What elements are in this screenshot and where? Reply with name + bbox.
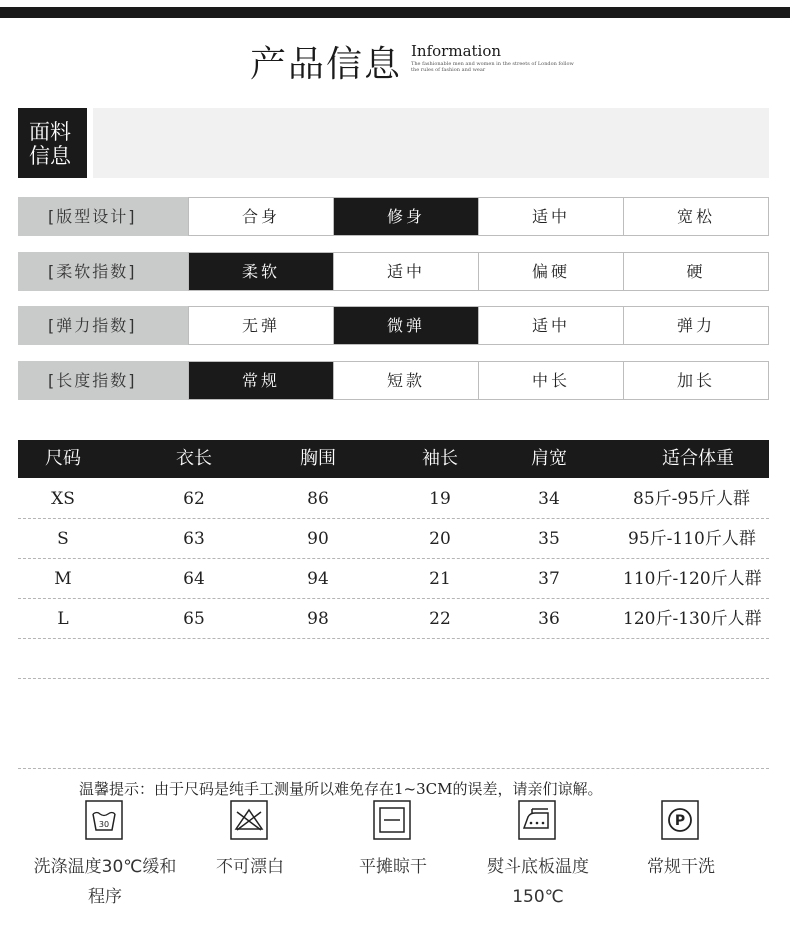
table-row <box>18 479 769 519</box>
table-cell: 86 <box>307 489 329 509</box>
attribute-row-elasticity <box>18 306 769 345</box>
attribute-options <box>188 361 769 400</box>
attribute-option: 硬 <box>623 253 768 290</box>
attribute-option: 加长 <box>623 362 768 399</box>
attribute-option: 无弹 <box>241 316 280 335</box>
divider <box>18 768 769 769</box>
table-cell: 98 <box>307 609 329 629</box>
table-cell: 62 <box>183 489 205 509</box>
attribute-options <box>188 306 769 345</box>
dry-flat-icon <box>373 800 411 840</box>
attribute-option: 适中 <box>333 253 478 290</box>
table-row <box>18 519 769 559</box>
table-cell: 36 <box>538 609 560 629</box>
no-bleach-icon <box>230 800 268 840</box>
table-cell: 65 <box>183 609 205 629</box>
size-tip: 温馨提示：由于尺码是纯手工测量所以难免存在1~3CM的误差，请亲们谅解。 <box>79 780 603 798</box>
table-cell: 34 <box>538 489 560 509</box>
table-cell: 120斤-130斤人群 <box>623 609 762 629</box>
attribute-option: 常规 <box>189 362 333 399</box>
attribute-row-fit <box>18 197 769 236</box>
fabric-info-panel <box>93 108 769 178</box>
attribute-options <box>188 197 769 236</box>
attribute-option: 偏硬 <box>478 253 623 290</box>
table-cell: 85斤-95斤人群 <box>633 489 751 509</box>
table-cell: L <box>57 609 69 629</box>
attribute-option: 修身 <box>333 198 478 235</box>
column-header: 肩宽 <box>531 448 567 469</box>
column-header: 尺码 <box>45 448 81 469</box>
svg-text:P: P <box>674 813 686 829</box>
table-cell: 21 <box>429 569 451 589</box>
table-cell: 22 <box>429 609 451 629</box>
table-row <box>18 559 769 599</box>
care-label: 熨斗底板温度150℃ <box>487 857 589 907</box>
page-subtitle: The fashionable men and women in the streets of London follow the rules of fashion and wear <box>411 61 574 73</box>
attribute-option: 弹力 <box>623 307 768 344</box>
wash-30-icon <box>85 800 123 840</box>
table-cell: XS <box>51 489 75 509</box>
svg-text:30: 30 <box>98 820 110 829</box>
attribute-row-length <box>18 361 769 400</box>
fabric-info-label-box <box>18 108 87 178</box>
attribute-label: [版型设计] <box>18 197 188 236</box>
page-title: 产品信息 <box>250 44 403 85</box>
attribute-option: 短款 <box>333 362 478 399</box>
attribute-option: 中长 <box>478 362 623 399</box>
table-cell: 37 <box>538 569 560 589</box>
care-label: 不可漂白 <box>216 857 284 877</box>
fabric-info-label: 面料信息 <box>29 120 71 168</box>
divider <box>18 678 769 679</box>
table-cell: 94 <box>307 569 329 589</box>
attribute-option: 微弹 <box>333 307 478 344</box>
dry-clean-p-icon <box>661 800 699 840</box>
attribute-row-softness <box>18 252 769 291</box>
attribute-label: [长度指数] <box>18 361 188 400</box>
table-cell: M <box>54 569 72 589</box>
iron-icon <box>518 800 556 840</box>
table-cell: 110斤-120斤人群 <box>623 569 762 589</box>
table-cell: 19 <box>429 489 451 509</box>
table-cell: 63 <box>183 529 205 549</box>
column-header: 胸围 <box>300 448 336 469</box>
column-header: 衣长 <box>176 448 212 469</box>
column-header: 袖长 <box>422 448 458 469</box>
attribute-label: [柔软指数] <box>18 252 188 291</box>
table-cell: 35 <box>538 529 560 549</box>
table-cell: S <box>57 529 69 549</box>
top-bar <box>0 7 790 18</box>
table-cell: 20 <box>429 529 451 549</box>
column-header: 适合体重 <box>662 448 734 469</box>
page-title-en: Information <box>411 42 502 60</box>
care-label: 洗涤温度30℃缓和程序 <box>33 857 177 907</box>
table-cell: 64 <box>183 569 205 589</box>
table-cell: 90 <box>307 529 329 549</box>
size-table-header <box>18 440 769 478</box>
attribute-option: 宽松 <box>623 198 768 235</box>
attribute-option: 适中 <box>478 198 623 235</box>
attribute-option: 合身 <box>241 207 280 226</box>
table-cell: 95斤-110斤人群 <box>628 529 756 549</box>
attribute-option: 柔软 <box>189 253 333 290</box>
attribute-option: 适中 <box>478 307 623 344</box>
attribute-options <box>188 252 769 291</box>
table-row <box>18 599 769 639</box>
care-label: 平摊晾干 <box>359 857 427 877</box>
attribute-label: [弹力指数] <box>18 306 188 345</box>
care-label: 常规干洗 <box>647 857 715 877</box>
